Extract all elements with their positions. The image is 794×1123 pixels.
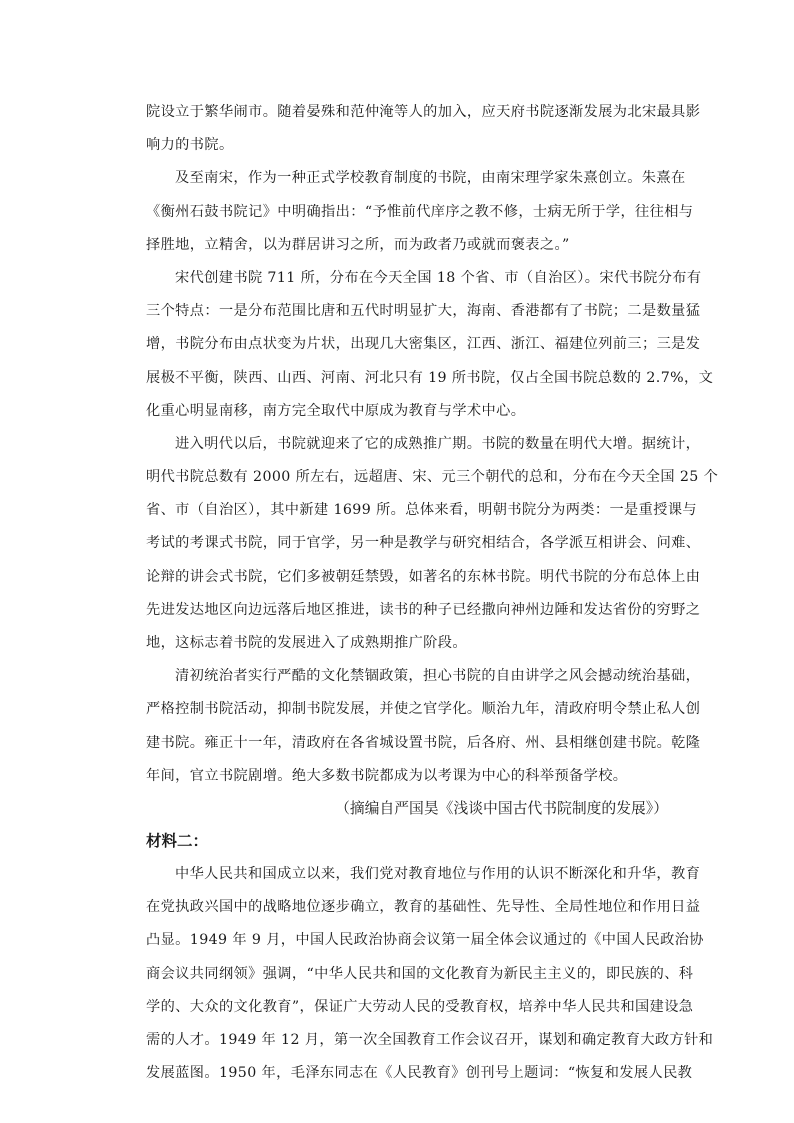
text-line: 及至南宋，作为一种正式学校教育制度的书院，由南宋理学家朱熹创立。朱熹在 [175,170,686,187]
paragraph [146,858,714,1090]
text-line: 论辩的讲会式书院，它们多被朝廷禁毁，如著名的东林书院。明代书院的分布总体上由 [146,568,701,585]
paragraph [146,162,694,262]
paragraph [146,96,701,162]
text-line: 三个特点：一是分布范围比唐和五代时明显扩大，海南、香港都有了书院；二是数量猛 [146,303,701,320]
paragraph [146,428,719,660]
paragraph [146,262,714,428]
text-line: 择胜地，立精舍，以为群居讲习之所，而为政者乃或就而褒表之。” [146,236,570,253]
text-line: 考试的考课式书院，同于官学，另一种是教学与研究相结合，各学派互相讲会、问难、 [146,535,701,552]
text-line: 在党执政兴国中的战略地位逐步确立，教育的基础性、先导性、全局性地位和作用日益 [146,899,701,916]
text-line: 学的、大众的文化教育”，保证广大劳动人民的受教育权，培养中华人民共和国建设急 [146,998,694,1015]
section-heading: 材料二： [146,832,209,850]
text-line: 中华人民共和国成立以来，我们党对教育地位与作用的认识不断深化和升华，教育 [175,865,701,882]
text-line: 增，书院分布由点状变为片状，出现几大密集区，江西、浙江、福建位列前三；三是发 [146,336,701,353]
text-line: 进入明代以后，书院就迎来了它的成熟推广期。书院的数量在明代大增。据统计， [175,435,701,452]
text-line: 建书院。雍正十一年，清政府在各省城设置书院，后各府、州、县相继创建书院。乾隆 [146,734,701,751]
text-line: 展极不平衡，陕西、山西、河南、河北只有 19 所书院，仅占全国书院总数的 2.7%，文 [146,369,714,386]
text-line: 《衡州石鼓书院记》中明确指出：“予惟前代庠序之教不修，士病无所于学，往往相与 [146,203,694,220]
text-line: 需的人才。1949 年 12 月，第一次全国教育工作会议召开，谋划和确定教育大政方针和 [146,1031,714,1048]
text-line: 严格控制书院活动，抑制书院发展，并使之官学化。顺治九年，清政府明令禁止私人创 [146,701,701,718]
text-line: 化重心明显南移，南方完全取代中原成为教育与学术中心。 [146,402,526,419]
text-line: 发展蓝图。1950 年，毛泽东同志在《人民教育》创刊号上题词：“恢复和发展人民教 [146,1065,693,1082]
paragraph [146,660,701,793]
text-line: 年间，官立书院剧增。绝大多数书院都成为以考课为中心的科举预备学校。 [146,767,628,784]
source-citation: （摘编自严国昊《浅谈中国古代书院制度的发展》） [335,800,668,817]
text-line: 院设立于繁华闹市。随着晏殊和范仲淹等人的加入，应天府书院逐渐发展为北宋最具影 [146,104,701,120]
text-line: 地，这标志着书院的发展进入了成熟期推广阶段。 [146,635,467,651]
text-line: 响力的书院。 [146,137,234,154]
text-line: 宋代创建书院 711 所，分布在今天全国 18 个省、市（自治区）。宋代书院分布有 [175,269,702,286]
text-line: 省、市（自治区），其中新建 1699 所。总体来看，明朝书院分为两类：一是重授课与 [146,502,697,519]
text-line: 明代书院总数有 2000 所左右，远超唐、宋、元三个朝代的总和，分布在今天全国 25 个 [146,469,719,486]
document-body [146,96,719,1090]
text-line: 凸显。1949 年 9 月，中国人民政治协商会议第一届全体会议通过的《中国人民政治协 [146,932,704,949]
text-line: 商会议共同纲领》强调，“中华人民共和国的文化教育为新民主主义的，即民族的、科 [146,965,694,982]
text-line: 清初统治者实行严酷的文化禁锢政策，担心书院的自由讲学之风会撼动统治基础， [175,668,701,685]
text-line: 先进发达地区向边远落后地区推进，读书的种子已经撒向神州边陲和发达省份的穷野之 [146,601,701,618]
